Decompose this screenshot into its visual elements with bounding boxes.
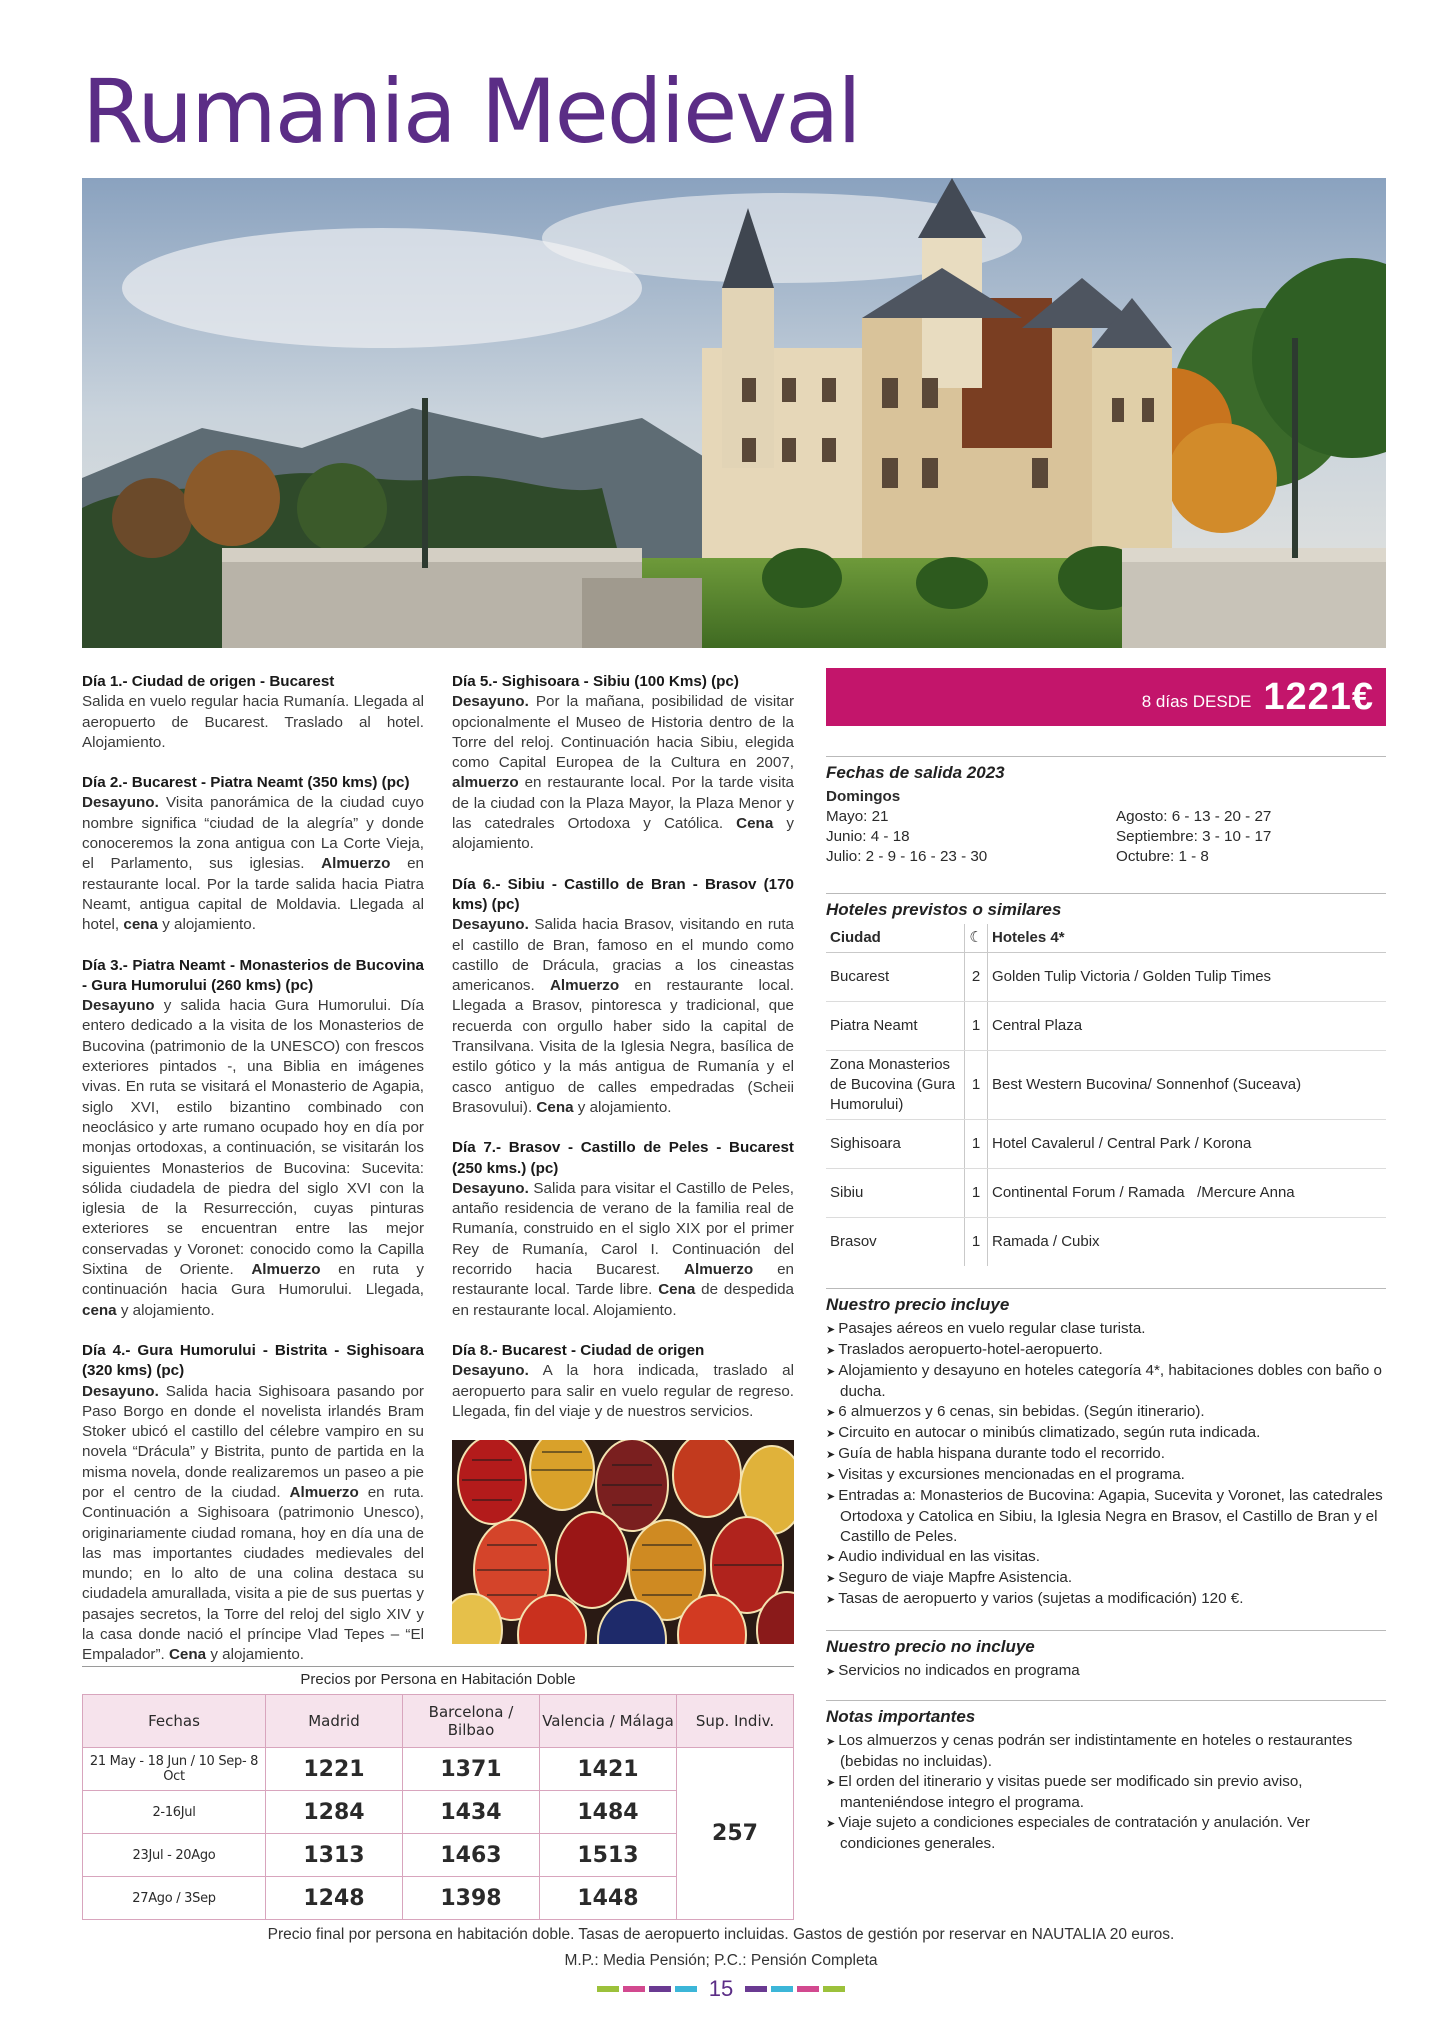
- departure-weekday: Domingos: [826, 788, 901, 805]
- right-info-panel: [826, 668, 1386, 1854]
- decor-bar: [823, 1986, 845, 1992]
- list-item: ➤ Guía de habla hispana durante todo el recorrido.: [826, 1444, 1386, 1465]
- day-body: Desayuno. A la hora indicada, traslado al aeropuerto para salir en vuelo regular de regreso. Llegada, fin del viaje y de nuestros servicios.: [452, 1362, 794, 1420]
- table-row: 23Jul - 20Ago 1313 1463 1513: [83, 1834, 794, 1877]
- hero-photo-peles-castle: [82, 178, 1386, 648]
- table-row: 2-16Jul 1284 1434 1484: [83, 1791, 794, 1834]
- list-item: ➤ Los almuerzos y cenas podrán ser indistintamente en hoteles o restaurantes (bebidas no incluidas).: [826, 1731, 1386, 1772]
- itinerary-day: [82, 773, 424, 935]
- itinerary-column-right: [452, 672, 794, 1442]
- hotels-table-header: [826, 924, 1386, 953]
- page-title: Rumania Medieval: [82, 60, 860, 163]
- hotels-section: [826, 893, 1386, 1266]
- date-line: Mayo: 21: [826, 808, 889, 825]
- col-barcelona: Barcelona / Bilbao: [403, 1695, 540, 1748]
- excludes-heading: Nuestro precio no incluye: [826, 1637, 1035, 1656]
- table-row: Sighisoara 1 Hotel Cavalerul / Central Park / Korona: [826, 1120, 1386, 1169]
- moon-icon: ☾: [965, 924, 988, 953]
- departure-dates-heading: Fechas de salida 2023: [826, 763, 1005, 782]
- table-row: Zona Monasterios de Bucovina (Gura Humorului) 1 Best Western Bucovina/ Sonnenhof (Suceava): [826, 1051, 1386, 1120]
- list-item: ➤ Traslados aeropuerto-hotel-aeropuerto.: [826, 1340, 1386, 1361]
- table-row: Sibiu 1 Continental Forum / Ramada /Mercure Anna: [826, 1169, 1386, 1218]
- date-line: Agosto: 6 - 13 - 20 - 27: [1116, 808, 1272, 825]
- list-item: ➤ Entradas a: Monasterios de Bucovina: Agapia, Sucevita y Voronet, las catedrales Ortodoxa y Catolica en Sibiu, la Iglesia Negra en Brasov, el Castillo de Bran y el Castillo de Peles.: [826, 1486, 1386, 1547]
- day-title: Día 6.- Sibiu - Castillo de Bran - Brasov (170 kms) (pc): [452, 875, 794, 913]
- decor-bar: [597, 1986, 619, 1992]
- includes-heading: Nuestro precio incluye: [826, 1295, 1010, 1314]
- day-body: Desayuno. Salida hacia Brasov, visitando en ruta el castillo de Bran, famoso en el mundo como castillo de Drácula, gracias a los cineastas americanos. Almuerzo en restaurante local. Llegada a Brasov, pintoresca y tradicional, que recuerda con orgullo haber sido la capital de Transilvana. Visita de la Iglesia Negra, basílica de estilo gótico y la más antigua de Rumanía y el casco antiguo de calles empedradas (Scheii Brasovului). Cena y alojamiento.: [452, 916, 794, 1116]
- day-title: Día 7.- Brasov - Castillo de Peles - Bucarest (250 kms.) (pc): [452, 1139, 794, 1177]
- day-title: Día 1.- Ciudad de origen - Bucarest: [82, 673, 335, 690]
- notes-section: [826, 1700, 1386, 1854]
- decor-bar: [623, 1986, 645, 1992]
- price-banner-value: 1221€: [1263, 676, 1374, 718]
- notes-heading: Notas importantes: [826, 1707, 976, 1726]
- col-hotels: Hoteles 4*: [988, 924, 1387, 953]
- price-table: [82, 1694, 794, 1920]
- itinerary-day: [452, 1138, 794, 1321]
- footer-abbreviations: M.P.: Media Pensión; P.C.: Pensión Completa: [564, 1952, 878, 1969]
- excludes-section: [826, 1630, 1386, 1682]
- date-line: Julio: 2 - 9 - 16 - 23 - 30: [826, 848, 988, 865]
- table-row: Bucarest 2 Golden Tulip Victoria / Golden Tulip Times: [826, 953, 1386, 1002]
- itinerary-day: [82, 956, 424, 1321]
- price-table-header: [83, 1695, 794, 1748]
- dates-left: [826, 807, 1116, 867]
- date-line: Septiembre: 3 - 10 - 17: [1116, 828, 1272, 845]
- notes-list: [826, 1731, 1386, 1854]
- date-line: Octubre: 1 - 8: [1116, 848, 1209, 865]
- hotels-table: [826, 924, 1386, 1266]
- footer-note: Precio final por persona en habitación doble. Tasas de aeropuerto incluidas. Gastos de gestión por reservar en NAUTALIA 20 euros.: [267, 1926, 1175, 1943]
- col-fechas: Fechas: [83, 1695, 266, 1748]
- col-city: Ciudad: [826, 924, 965, 953]
- table-row: 27Ago / 3Sep 1248 1398 1448: [83, 1877, 794, 1920]
- day-body: Desayuno. Salida hacia Sighisoara pasando por Paso Borgo en donde el novelista irlandés Bram Stoker ubicó el castillo del célebre vampiro en su novela “Drácula” y Bistrita, punto de partida en la misma novela, donde realizaremos un paseo a pie por el centro de la ciudad. Almuerzo en ruta. Continuación a Sighisoara (patrimonio Unesco), originariamente ciudad romana, hoy en día una de las mas importantes ciudades medievales del mundo; en lo alto de una colina destaca su ciudadela amurallada, visita a pie de sus puertas y pasajes secretos, la Torre del reloj del siglo XIV y la casa donde nació el príncipe Vlad Tepes – “El Empalador”. Cena y alojamiento.: [82, 1382, 424, 1664]
- list-item: ➤ Audio individual en las visitas.: [826, 1547, 1386, 1568]
- decor-bar: [797, 1986, 819, 1992]
- day-body: Desayuno. Visita panorámica de la ciudad cuyo nombre significa “ciudad de la alegría” y donde conoceremos la zona antigua con La Corte Vieja, el Parlamento, sus iglesias. Almuerzo en restaurante local. Por la tarde salida hacia Piatra Neamt, antigua capital de Moldavia. Llegada al hotel, cena y alojamiento.: [82, 794, 424, 934]
- departure-dates-section: [826, 756, 1386, 867]
- price-banner: [826, 668, 1386, 726]
- includes-list: [826, 1319, 1386, 1610]
- page-number-row: [0, 1976, 1442, 2002]
- page-number: 15: [708, 1976, 734, 2001]
- day-body: Desayuno. Por la mañana, posibilidad de visitar opcionalmente el Museo de Historia dentro de la Torre del reloj. Continuación hacia Sibiu, elegida como Capital Europea de la Cultura en 2007, almuerzo en restaurante local. Por la tarde visita de la ciudad con la Plaza Mayor, la Plaza Menor y las catedrales Ortodoxa y Católica. Cena y alojamiento.: [452, 693, 794, 853]
- day-body: Desayuno. Salida para visitar el Castillo de Peles, antaño residencia de verano de la familia real de Rumanía, construido en el siglo XIX por el primer Rey de Rumanía, Carol I. Continuación del recorrido hacia Bucarest. Almuerzo en restaurante local. Tarde libre. Cena de despedida en restaurante local. Alojamiento.: [452, 1179, 794, 1319]
- dates-right: [1116, 807, 1386, 867]
- list-item: ➤ Viaje sujeto a condiciones especiales de contratación y anulación. Ver condiciones generales.: [826, 1813, 1386, 1854]
- list-item: ➤ Alojamiento y desayuno en hoteles categoría 4*, habitaciones dobles con baño o ducha.: [826, 1361, 1386, 1402]
- itinerary-day: [82, 672, 424, 753]
- sup-indiv-value: 257: [677, 1748, 794, 1920]
- hotels-heading: Hoteles previstos o similares: [826, 900, 1062, 919]
- list-item: ➤ Circuito en autocar o minibús climatizado, según ruta indicada.: [826, 1423, 1386, 1444]
- list-item: ➤ Seguro de viaje Mapfre Asistencia.: [826, 1568, 1386, 1589]
- list-item: ➤ Servicios no indicados en programa: [826, 1661, 1386, 1682]
- decor-bar: [745, 1986, 767, 1992]
- includes-section: [826, 1288, 1386, 1610]
- col-sup-indiv: Sup. Indiv.: [677, 1695, 794, 1748]
- excludes-list: [826, 1661, 1386, 1682]
- list-item: ➤ 6 almuerzos y 6 cenas, sin bebidas. (Según itinerario).: [826, 1402, 1386, 1423]
- list-item: ➤ Tasas de aeropuerto y varios (sujetas a modificación) 120 €.: [826, 1589, 1386, 1610]
- departure-dates-grid: [826, 807, 1386, 867]
- painted-eggs-photo: [452, 1440, 794, 1644]
- price-table-caption: Precios por Persona en Habitación Doble: [82, 1666, 794, 1694]
- price-banner-label: 8 días DESDE: [1141, 692, 1252, 711]
- itinerary-day: [82, 1341, 424, 1666]
- col-valencia: Valencia / Málaga: [540, 1695, 677, 1748]
- decor-bar: [675, 1986, 697, 1992]
- table-row: Piatra Neamt 1 Central Plaza: [826, 1002, 1386, 1051]
- itinerary-day: [452, 672, 794, 855]
- day-title: Día 3.- Piatra Neamt - Monasterios de Bucovina - Gura Humorului (260 kms) (pc): [82, 956, 424, 994]
- col-madrid: Madrid: [266, 1695, 403, 1748]
- price-table-section: [82, 1666, 794, 1920]
- list-item: ➤ Pasajes aéreos en vuelo regular clase turista.: [826, 1319, 1386, 1340]
- day-body: Desayuno y salida hacia Gura Humorului. Día entero dedicado a la visita de los Monasterios de Bucovina (patrimonio de la UNESCO) con frescos exteriores pintados -, una Biblia en imágenes vivas. En ruta se visitará el Monasterio de Agapia, siglo XVI, estilo bizantino combinado con neoclásico y arte rumano ocupado hoy en día por monjas ortodoxas, a continuación, se visitarán los siguientes Monasterios de Bucovina: Sucevita: sólida ciudadela de piedra del siglo XVI con la iglesia de la Resurrección, cuyas pinturas exteriores se encuentran entre las mejor conservadas y Voronet: conocido como la Capilla Sixtina de Oriente. Almuerzo en ruta y continuación hacia Gura Humorului. Llegada, cena y alojamiento.: [82, 997, 424, 1319]
- day-title: Día 5.- Sighisoara - Sibiu (100 Kms) (pc): [452, 673, 739, 690]
- itinerary-column-left: [82, 672, 424, 1686]
- table-row: 21 May - 18 Jun / 10 Sep- 8 Oct 1221 1371 1421 257: [83, 1748, 794, 1791]
- list-item: ➤ Visitas y excursiones mencionadas en el programa.: [826, 1465, 1386, 1486]
- itinerary-day: [452, 1341, 794, 1422]
- day-title: Día 4.- Gura Humorului - Bistrita - Sighisoara (320 kms) (pc): [82, 1341, 424, 1380]
- decor-bar: [771, 1986, 793, 1992]
- itinerary-day: [452, 875, 794, 1119]
- decor-bar: [649, 1986, 671, 1992]
- date-line: Junio: 4 - 18: [826, 828, 910, 845]
- day-title: Día 2.- Bucarest - Piatra Neamt (350 kms) (pc): [82, 774, 410, 792]
- table-row: Brasov 1 Ramada / Cubix: [826, 1218, 1386, 1267]
- list-item: ➤ El orden del itinerario y visitas puede ser modificado sin previo aviso, manteniéndose integro el programa.: [826, 1772, 1386, 1813]
- day-body: Salida en vuelo regular hacia Rumanía. Llegada al aeropuerto de Bucarest. Traslado al hotel. Alojamiento.: [82, 693, 424, 751]
- day-title: Día 8.- Bucarest - Ciudad de origen: [452, 1341, 705, 1359]
